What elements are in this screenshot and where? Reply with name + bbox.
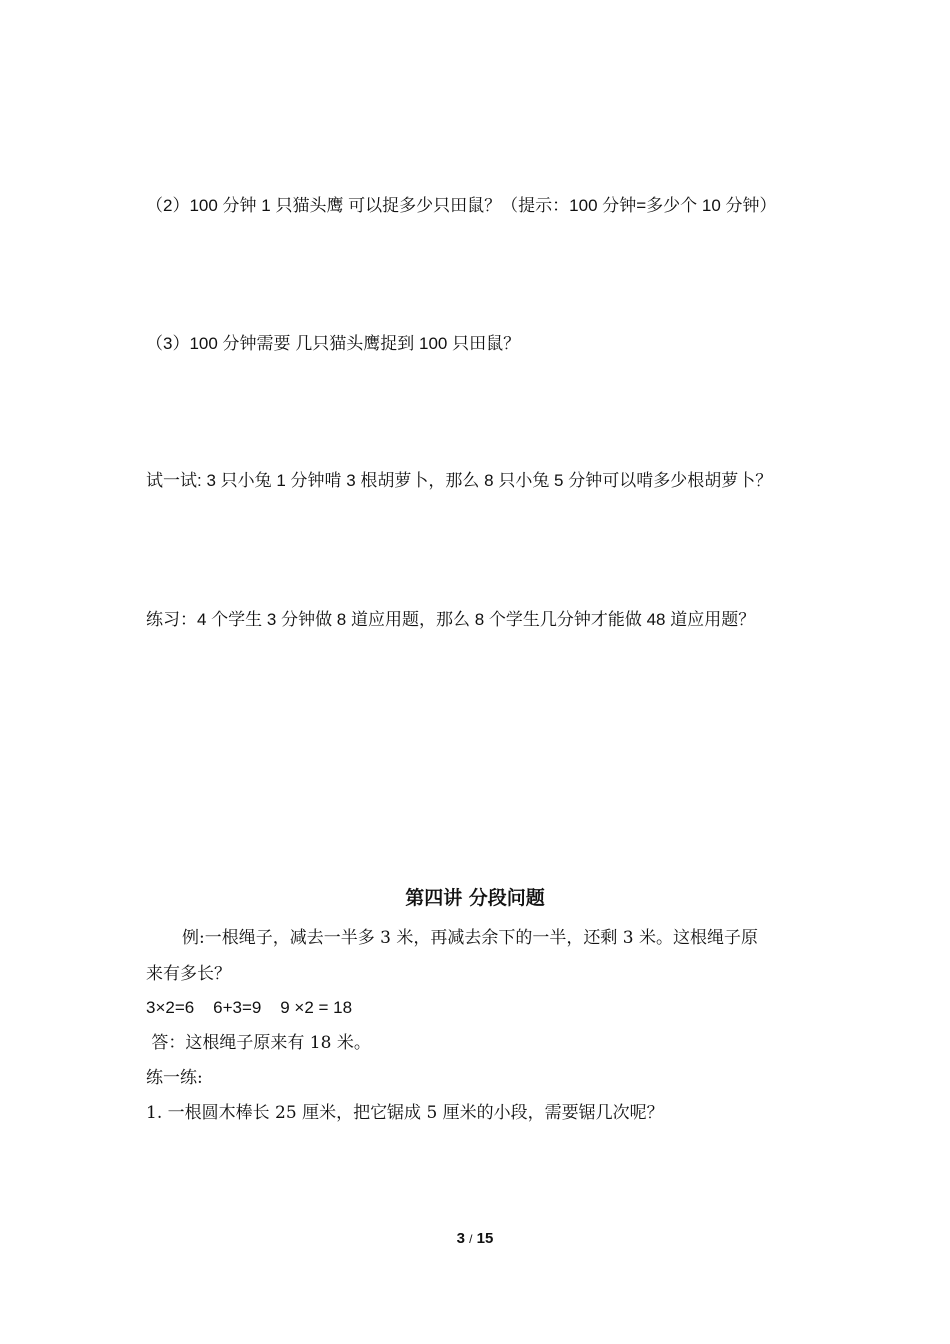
exercise-label: 练一练: — [146, 1068, 203, 1088]
practice-question: 练习：4 个学生 3 分钟做 8 道应用题，那么 8 个学生几分钟才能做 48 道应用题？ — [146, 610, 756, 629]
question-2: （2）100 分钟 1 只猫头鹰 可以捉多少只田鼠？（提示：100 分钟=多少个 10 分钟） — [146, 196, 777, 215]
calculation-line: 3×2=6 6+3=9 9 ×2 = 18 — [146, 998, 353, 1017]
current-page: 3 — [456, 1230, 465, 1247]
exercise-1: 1. 一根圆木棒长 25 厘米，把它锯成 5 厘米的小段，需要锯几次呢？ — [146, 1103, 664, 1123]
lesson-title: 第四讲 分段问题 — [405, 887, 545, 909]
page-separator: / — [469, 1232, 473, 1246]
question-3: （3）100 分钟需要 几只猫头鹰捉到 100 只田鼠？ — [146, 334, 521, 353]
page-number — [0, 1230, 950, 1247]
example-text-line-2: 来有多长？ — [146, 964, 231, 984]
try-it-question: 试一试: 3 只小兔 1 分钟啃 3 根胡萝卜，那么 8 只小兔 5 分钟可以啃多少根胡萝卜？ — [146, 471, 773, 490]
total-pages: 15 — [476, 1230, 494, 1247]
example-text-line-1: 例:一根绳子，减去一半多 3 米，再减去余下的一半，还剩 3 米。这根绳子原 — [182, 928, 758, 948]
answer-line: 答：这根绳子原来有 18 米。 — [146, 1033, 371, 1053]
